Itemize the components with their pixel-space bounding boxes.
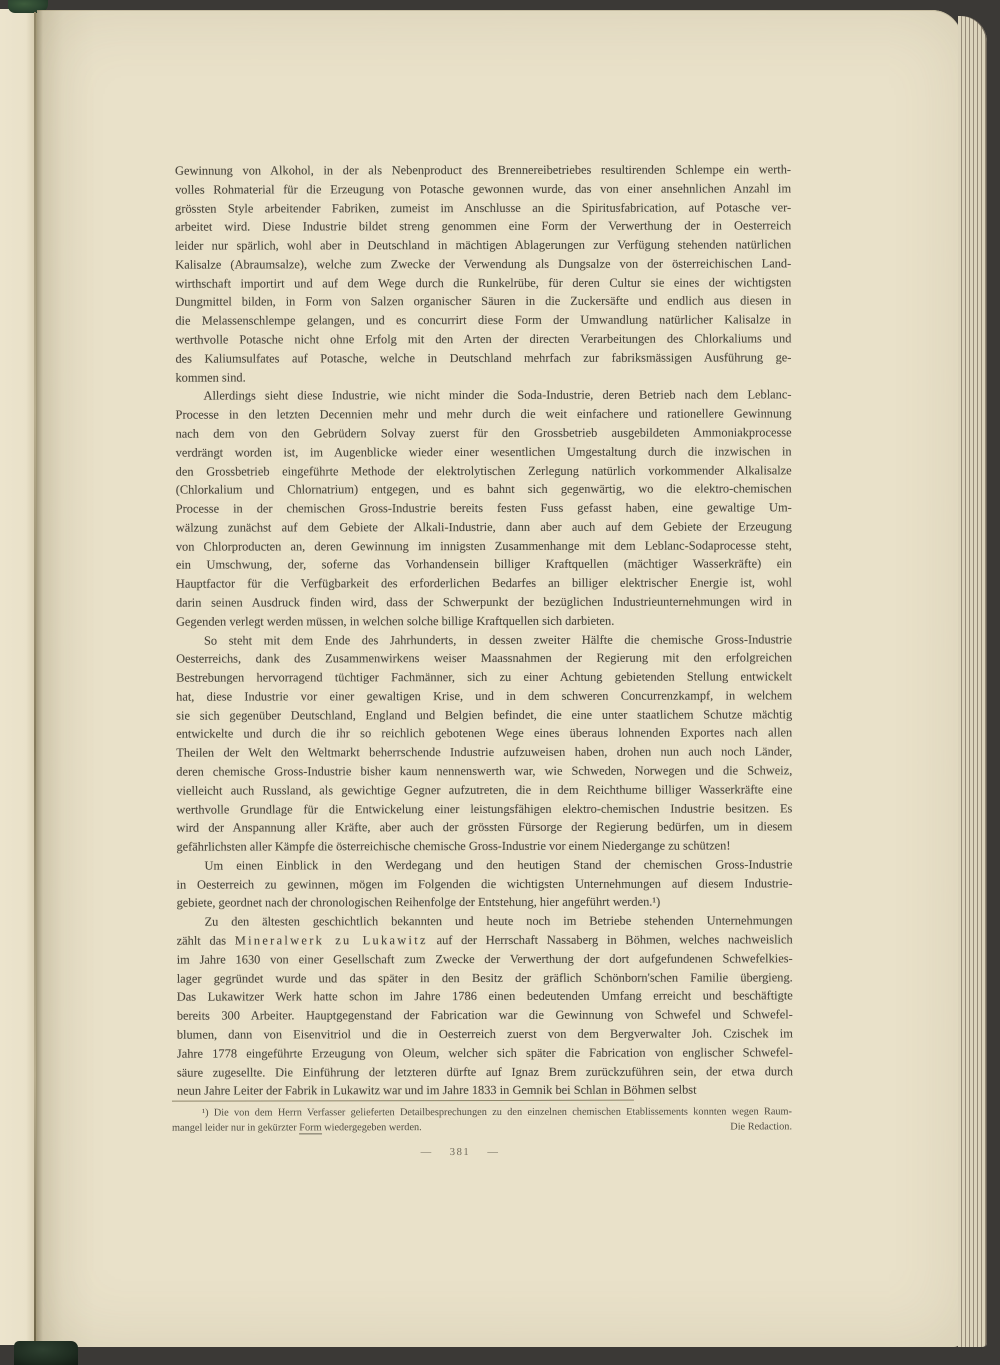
letterspaced-emphasis: Mineralwerk zu Lukawitz [234, 933, 428, 948]
text-line: Um einen Einblick in den Werdegang und den heutigen Stand der chemischen Gross-Industrie [204, 857, 793, 873]
text-line: wirthschaft importirt und auf dem Wege durch die Runkelrübe, für deren Cultur sie eines der wichtigsten [175, 275, 792, 291]
paragraph [175, 386, 792, 631]
text-line: leider nur spärlich, wohl aber in Deutschland in mächtigen Ablagerungen zur Verfügung stehenden natürlichen [175, 237, 792, 253]
text-line: des Kaliumsulfates auf Potasche, welche in Deutschland mehrfach zur fabriksmässigen Ausführung ge- [175, 350, 792, 366]
text-line: lager gegründet wurde und das später in den Besitz der gräflich Schönborn'schen Familie übergieng. [176, 969, 793, 986]
paragraph [177, 912, 793, 1101]
text-line: Kalisalze (Abraumsalze), welche zum Zwecke der Verwendung als Dungsalze von der österreichischen Land- [175, 256, 792, 272]
text-line: Oesterreichs, dank des Zusammenwirkens weiser Maassnahmen der Regierung mit den erfolgreichen [176, 650, 793, 666]
text-line: zählt das Mineralwerk zu Lukawitz auf der Herrschaft Nassaberg in Böhmen, welches nachweislich [176, 932, 793, 948]
paragraph [175, 160, 791, 387]
facing-page-edge [0, 9, 37, 1345]
footnote-attribution: Die Redaction. [730, 1120, 793, 1133]
text-line: sie sich gegenüber Deutschland, England und Belgien befindet, die eine unter staatlichem Schutze mächtig [176, 707, 793, 723]
text-line: grössten Style arbeitender Fabriken, zumeist im Anschlusse an die Spiritusfabrication, auf Potasche ver- [175, 199, 792, 216]
footnote-divider [172, 1100, 634, 1102]
text-line: Allerdings sieht diese Industrie, wie nicht minder die Soda-Industrie, deren Betrieb nach dem Leblanc- [203, 387, 792, 403]
footnote-text: mangel leider nur in gekürzter Form wiedergegeben werden. [172, 1121, 422, 1134]
text-line: ein Umschwung, der, soferne das Vorhandensein billiger Kraftquellen (mächtiger Wasserkräfte) ein [175, 556, 792, 573]
text-line: Bestrebungen hervorragend tüchtiger Fachmänner, sich zu einer Achtung gebietenden Stellung entwickelt [176, 669, 793, 685]
text-line: säure zugesellte. Die Einführung der letzteren dürfte auf Ignaz Brem zurückzuführen sein, der etwa durch [176, 1063, 793, 1080]
text-line: werthvolle Grundlage für die Entwickelung einer leistungsfähigen elektro-chemischen Industrie besitzen. Es [176, 800, 793, 817]
paragraph [176, 630, 792, 857]
text-line: volles Rohmaterial für die Erzeugung von Potasche gewonnen wurde, das von einer ansehnlichen Anzahl im [175, 181, 792, 197]
text-line: hat, diese Industrie vor einer gewaltigen Krise, und in dem schweren Concurrenzkampf, in welchem [176, 688, 793, 704]
text-line: Hauptfactor für die Verfügbarkeit des erforderlichen Bedarfes an billiger elektrischer Energie ist, wohl [175, 575, 792, 591]
text-line: Theilen der Welt den Weltmarkt beherrschende Industrie aufzuweisen haben, drohen nun auch noch Länder, [176, 744, 793, 760]
text-line: im Jahre 1630 von einer Gesellschaft zum Zwecke der Verwerthung der dort aufgefundenen Schwefelkies- [176, 951, 793, 967]
text-line: entwickelte und durch die ihr so reichlich gebotenen Wege eines überaus lohnenden Exportes nach allen [176, 725, 793, 742]
text-line: werthvolle Potasche nicht ohne Erfolg mit den Arten der directen Verarbeitungen des Chlorkaliums und [175, 331, 792, 347]
page-number: — 381 — [420, 1146, 500, 1159]
text-line: wälzung zunächst auf dem Gebiete der Alkali-Industrie, dann aber auch auf dem Gebiete der Erzeugung [175, 519, 792, 535]
text-line: Das Lukawitzer Werk hatte schon im Jahre 1786 einen bedeutenden Umfang erreicht und beschäftigte [176, 988, 793, 1005]
text-line: darin seinen Ausdruck finden wird, dass der Schwerpunkt der bezüglichen Industrieunternehmungen wird in [175, 594, 792, 610]
text-line: die Melassenschlempe gelangen, und es concurrirt diese Form der Umwandlung natürlicher Kalisalze in [175, 312, 792, 328]
text-line: Jahre 1778 eingeführte Erzeugung von Oleum, welcher sich später die Fabrication von englischer Schwefel- [176, 1045, 793, 1061]
page-gutter [37, 10, 95, 1347]
text-line: wird der Anspannung aller Kräfte, aber auch der grössten Fürsorge der Regierung bedürfen, um in diesem [176, 819, 793, 835]
text-line: bereits 300 Arbeiter. Hauptgegenstand der Fabrication war die Gewinnung von Schwefel und Schwefel- [176, 1007, 793, 1023]
text-line: gefährlichsten aller Kämpfe die österreichische chemische Gross-Industrie vor einem Niedergange zu schützen! [176, 838, 731, 854]
text-line: So steht mit dem Ende des Jahrhunderts, in dessen zweiter Hälfte die chemische Gross-Industrie [204, 631, 793, 648]
text-line: vielleicht auch Russland, als gewichtige Gegner aufzutreten, die in dem Reichthume billiger Wasserkräfte eine [176, 782, 793, 798]
footnote-line: ¹) Die von dem Herrn Verfasser gelieferten Detailbesprechungen zu den einzelnen chemischen Etablissements konnten wegen Raum- [201, 1106, 793, 1119]
body-text [175, 160, 793, 1100]
text-line: nach dem von den Gebrüdern Solvay zuerst für den Grossbetrieb ausgebildeten Ammoniakprocesse [175, 425, 792, 441]
text-line: neun Jahre Leiter der Fabrik in Lukawitz war und im Jahre 1833 in Gemnik bei Schlan in Böhmen selbst [176, 1082, 697, 1098]
text-line: den Grossbetrieb eingeführte Methode der elektrolytischen Zerlegung natürlich vorkommender Alkalisalze [175, 462, 792, 479]
text-line: blumen, dann von Eisenvitriol und die in Oesterreich zuerst von dem Bergverwalter Joh. Czischek im [176, 1026, 793, 1042]
text-line: arbeitet wird. Diese Industrie bildet streng genommen eine Form der Verwerthung der in Oesterreich [175, 218, 792, 234]
footnote [172, 1099, 792, 1135]
letterspaced-emphasis: Form [299, 1121, 322, 1133]
text-line: Gegenden verlegt werden müssen, in welchen solche billige Kraftquellen sich darbieten. [175, 613, 615, 629]
text-line: Processe in den letzten Decennien mehr und mehr durch die weit einfachere und rationellere Gewinnung [175, 406, 792, 422]
gutter-fold-line [34, 12, 36, 1342]
text-line: gebiete, geordnet nach der chronologischen Reihenfolge der Entstehung, hier angeführt werden.¹) [176, 895, 661, 911]
text-line: Zu den ältesten geschichtlich bekannten und heute noch im Betriebe stehenden Unternehmungen [204, 913, 793, 929]
text-line: verdrängt worden ist, im Augenblicke wieder einer wesentlichen Umgestaltung durch die inzwischen in [175, 444, 792, 460]
text-line: Dungmittel bilden, in Form von Salzen organischer Säuren in die Zuckersäfte und endlich aus diesen in [175, 293, 792, 310]
text-line: in Oesterreich zu gewinnen, mögen im Folgenden die wichtigsten Unternehmungen auf diesem Industrie- [176, 876, 793, 892]
text-line: von Chlorproducten an, deren Gewinnung im innigsten Zusammenhange mit dem Leblanc-Sodaprocesse steht, [175, 537, 792, 554]
text-line: Gewinnung von Alkohol, in der als Nebenproduct des Brennereibetriebes resultirenden Schlempe ein werth- [175, 162, 792, 178]
page-edge-stack [958, 16, 987, 1347]
text-line: Processe in der chemischen Gross-Industrie bereits festen Fuss gefasst haben, eine gewaltige Um- [175, 500, 792, 516]
book-spine-tail [14, 1341, 78, 1365]
text-line: (Chlorkalium und Chlornatrium) entgegen, und es bahnt sich gegenwärtig, wo die elektro-chemischen [175, 481, 792, 497]
footnote-line [172, 1120, 792, 1136]
text-line: kommen sind. [175, 370, 246, 385]
text-line: deren chemische Gross-Industrie bisher kaum nennenswerth war, wie Schweden, Norwegen und die Schweiz, [176, 763, 793, 779]
paragraph [176, 855, 792, 913]
